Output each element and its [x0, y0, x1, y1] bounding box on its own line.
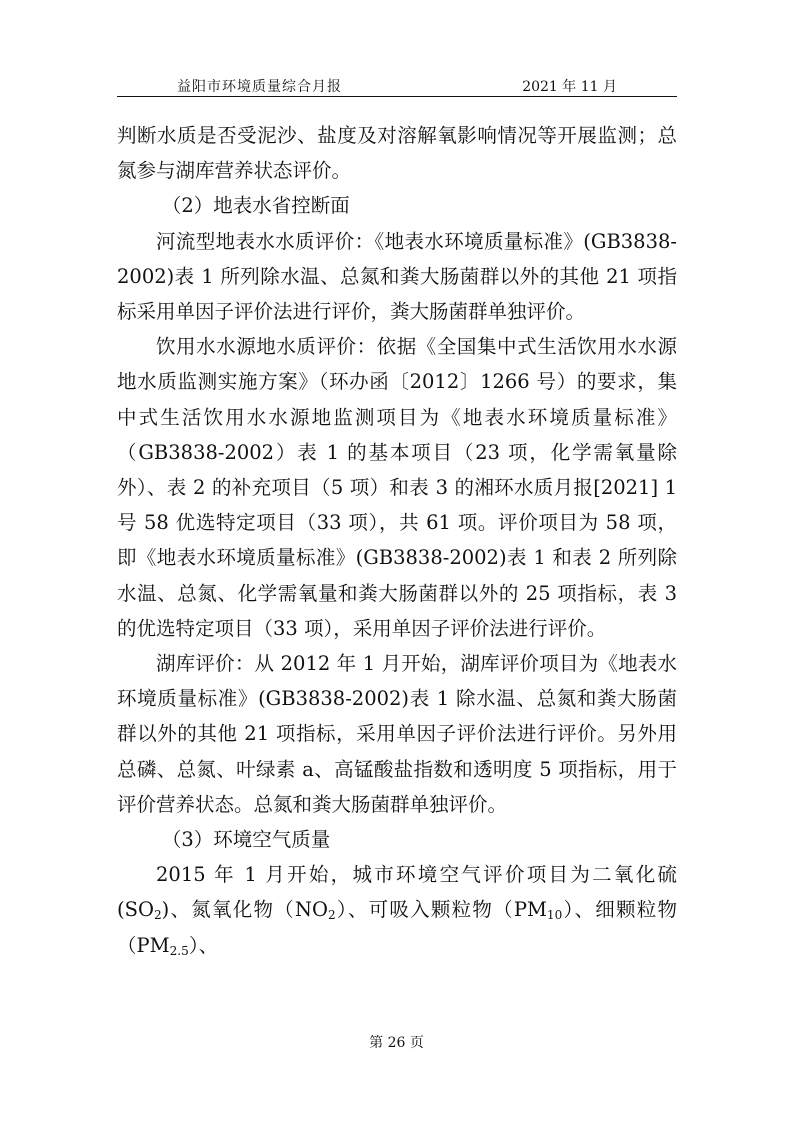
subscript: 2	[327, 908, 336, 923]
report-title: 益阳市环境质量综合月报	[177, 79, 342, 95]
page-number: 第 26 页	[369, 1035, 424, 1051]
header-divider	[117, 96, 677, 97]
paragraph: 河流型地表水水质评价：《地表水环境质量标准》(GB3838-2002)表 1 所列除水温、总氮和粪大肠菌群以外的其他 21 项指标采用单因子评价法进行评价，粪大肠菌群单独评价。	[117, 229, 677, 324]
paragraph	[117, 857, 677, 963]
text-run: ）、可吸入颗粒物（PM	[335, 898, 547, 922]
text-run: ）、	[188, 933, 219, 957]
page-header	[117, 74, 677, 96]
subscript: 10	[546, 908, 563, 923]
report-date: 2021 年 11 月	[522, 79, 617, 95]
text-run: )、氮氧化物（NO	[161, 898, 328, 922]
text-run: ）、细颗粒物（PM	[117, 898, 677, 957]
subscript: 2.5	[169, 943, 189, 958]
main-text	[117, 118, 677, 963]
paragraph: 判断水质是否受泥沙、盐度及对溶解氧影响情况等开展监测；总氮参与湖库营养状态评价。	[117, 124, 677, 183]
paragraph: 湖库评价：从 2012 年 1 月开始，湖库评价项目为《地表水环境质量标准》(GB3838-2002)表 1 除水温、总氮和粪大肠菌群以外的其他 21 项指标，采用单因子评价法进行评价。另外用总磷、总氮、叶绿素 a、高锰酸盐指数和透明度 5 项指标，用于评价营养状态。总氮和粪大肠菌群单独评价。	[117, 652, 677, 816]
section-heading: （2）地表水省控断面	[161, 194, 350, 218]
paragraph: 饮用水水源地水质评价：依据《全国集中式生活饮用水水源地水质监测实施方案》（环办函〔2012〕1266 号）的要求，集中式生活饮用水水源地监测项目为《地表水环境质量标准》（GB3838-2002）表 1 的基本项目（23 项，化学需氧量除外）、表 2 的补充项目（5 项）和表 3 的湘环水质月报[2021] 1 号 58 优选特定项目（33 项），共 61 项。评价项目为 58 项，即《地表水环境质量标准》(GB3838-2002)表 1 和表 2 所列除水温、总氮、化学需氧量和粪大肠菌群以外的 25 项指标，表 3 的优选特定项目（33 项），采用单因子评价法进行评价。	[117, 335, 677, 640]
section-heading: （3）环境空气质量	[161, 828, 331, 852]
text-run: 2015 年 1 月开始，城市环境空气评价项目为二氧化硫(SO	[117, 863, 677, 922]
subscript: 2	[153, 908, 162, 923]
